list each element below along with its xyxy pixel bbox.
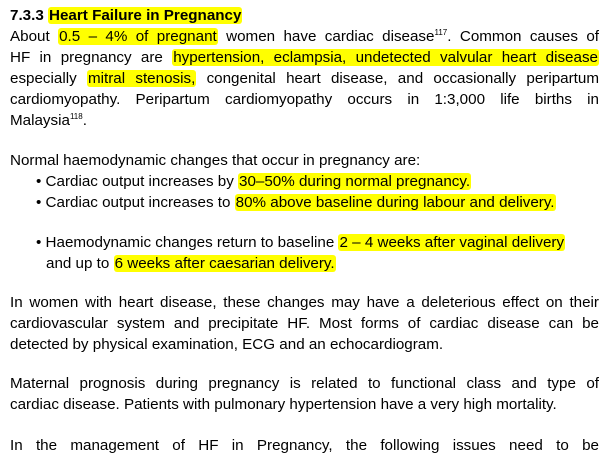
highlight: 80% above baseline during labour and delivery. [235,194,555,211]
paragraph-1-line-3 [10,69,599,88]
text-run: HF in pregnancy are [10,49,173,66]
highlight: 2 – 4 weeks after vaginal delivery [339,234,565,251]
text-run: women have cardiac disease [217,28,435,45]
paragraph-2-intro: Normal haemodynamic changes that occur in pregnancy are: [10,152,421,169]
bullet-2 [36,193,556,212]
text-run: • Cardiac output increases to [36,194,235,211]
paragraph-4-line-1: Maternal prognosis during pregnancy is related to functional class and type of [10,375,599,392]
bullet-3 [36,233,565,252]
text-run: . [82,112,87,129]
paragraph-3-line-2: cardiovascular system and precipitate HF. Most forms of cardiac disease can be [10,315,599,332]
section-title: Heart Failure in Pregnancy [49,7,242,24]
paragraph-1-line-4: cardiomyopathy. Peripartum cardiomyopathy occurs in 1:3,000 life births in [10,91,599,108]
paragraph-1-line-1 [10,27,599,46]
paragraph-1-line-5 [10,111,87,130]
highlight: mitral stenosis, [87,70,196,87]
section-heading [10,6,242,25]
paragraph-3-line-1: In women with heart disease, these changes may have a deleterious effect on their [10,294,599,311]
highlight: 30–50% during normal pregnancy. [239,173,471,190]
text-run: congenital heart disease, and occasionally peripartum [196,70,599,87]
citation-ref: 117 [434,28,448,37]
text-run: and up to [46,255,114,272]
section-number: 7.3.3 [10,7,44,24]
highlight: hypertension, eclampsia, undetected valvular heart disease [173,49,598,66]
text-run: • Cardiac output increases by [36,173,239,190]
text-run: • Haemodynamic changes return to baseline [36,234,339,251]
citation-ref: 118 [69,112,83,121]
text-run: Malaysia [10,112,70,129]
highlight: 6 weeks after caesarian delivery. [114,255,335,272]
paragraph-5-line-1: In the management of HF in Pregnancy, the following issues need to be [10,437,599,454]
paragraph-1-line-2 [10,48,599,67]
text-run: especially [10,70,87,87]
text-run: About [10,28,59,45]
bullet-3-continuation [46,254,336,273]
paragraph-3-line-3: detected by physical examination, ECG and an echocardiogram. [10,336,444,353]
paragraph-4-line-2: cardiac disease. Patients with pulmonary hypertension have a very high mortality. [10,396,557,413]
bullet-1 [36,172,471,191]
text-run: . Common causes of [447,28,600,45]
highlight: 0.5 – 4% of pregnant [59,28,217,45]
